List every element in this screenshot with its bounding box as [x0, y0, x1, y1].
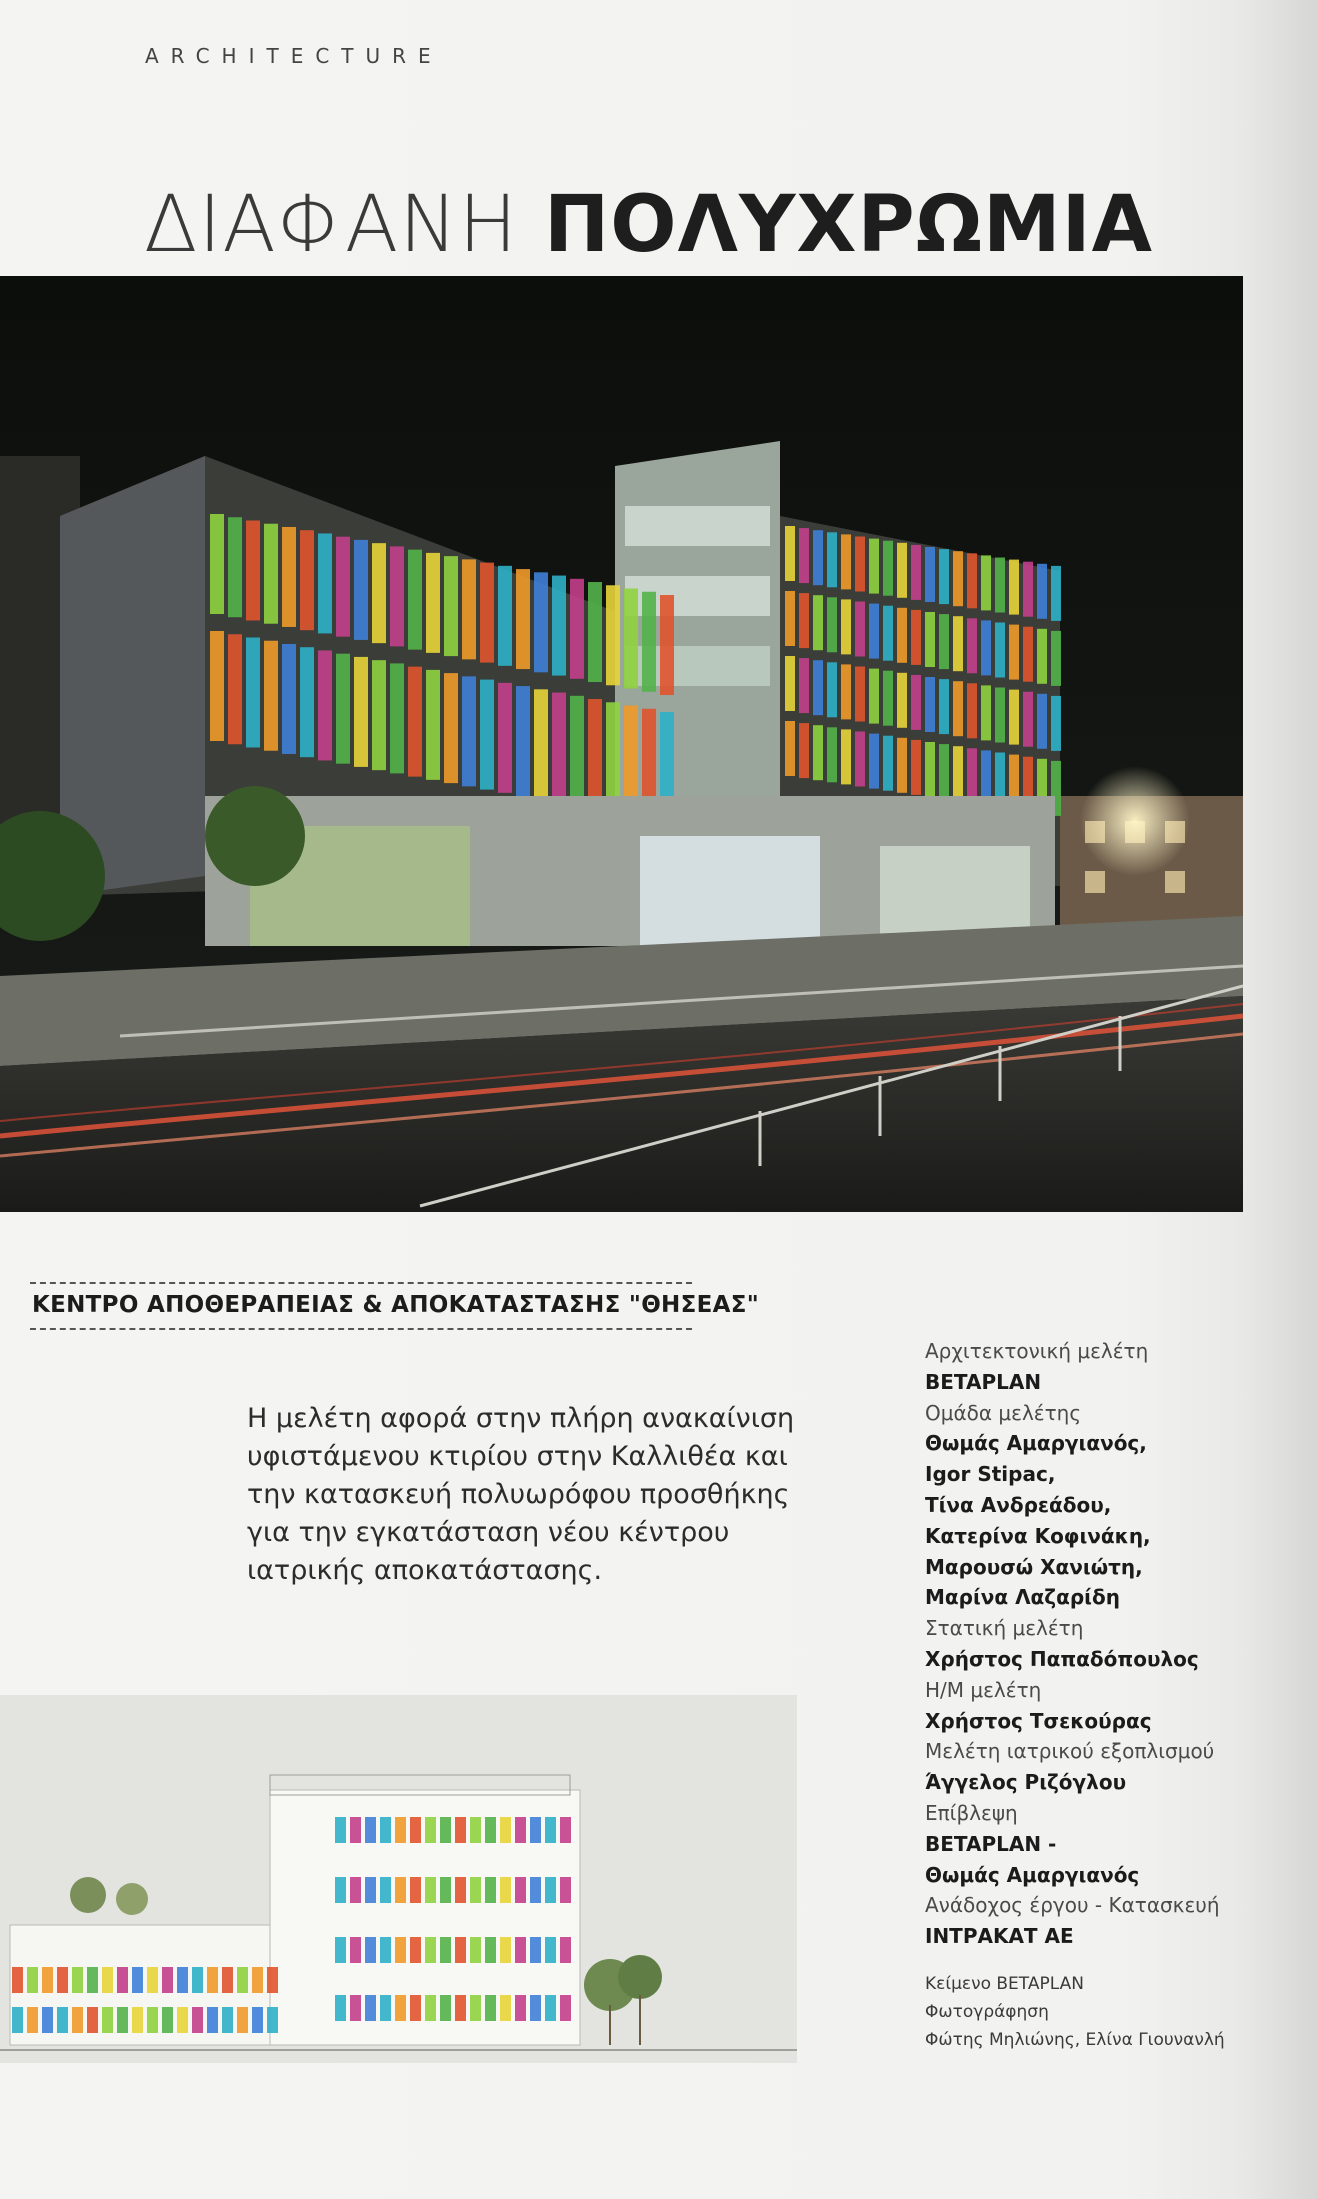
facade-panel — [300, 530, 314, 630]
facade-panel — [516, 569, 530, 669]
facade-panel — [855, 667, 865, 722]
facade-panel — [300, 647, 314, 757]
facade-panel — [12, 1967, 23, 1993]
page-title — [144, 180, 1153, 270]
facade-panel — [785, 526, 795, 581]
facade-panel — [606, 702, 620, 812]
facade-panel — [440, 1937, 451, 1963]
hero-photo — [0, 276, 1243, 1212]
facade-panel — [869, 734, 879, 789]
facade-panel — [350, 1817, 361, 1843]
facade-panel — [354, 540, 368, 640]
facade-panel — [410, 1995, 421, 2021]
facade-panel — [380, 1817, 391, 1843]
medical-role: Μελέτη ιατρικού εξοπλισμού — [925, 1739, 1215, 1764]
facade-panel — [785, 721, 795, 776]
facade-panel — [395, 1877, 406, 1903]
facade-panel — [210, 514, 224, 614]
facade-panel — [455, 1817, 466, 1843]
facade-panel — [267, 1967, 278, 1993]
facade-panel — [444, 556, 458, 656]
facade-panel — [365, 1937, 376, 1963]
facade-panel — [162, 2007, 173, 2033]
facade-panel — [485, 1817, 496, 1843]
facade-panel — [264, 524, 278, 624]
facade-panel — [177, 2007, 188, 2033]
facade-panel — [841, 599, 851, 654]
facade-panel — [1009, 625, 1019, 680]
facade-panel — [252, 1967, 263, 1993]
facade-panel — [395, 1995, 406, 2021]
facade-panel — [147, 2007, 158, 2033]
facade-panel — [552, 576, 566, 676]
facade-panel — [192, 1967, 203, 1993]
description-line: υφιστάμενου κτιρίου στην Καλλιθέα και — [247, 1441, 788, 1472]
facade-panel — [516, 686, 530, 796]
facade-panel — [282, 644, 296, 754]
facade-panel — [335, 1817, 346, 1843]
facade-panel — [967, 683, 977, 738]
facade-panel — [395, 1937, 406, 1963]
facade-panel — [515, 1877, 526, 1903]
project-description — [247, 1400, 807, 1590]
facade-panel — [462, 676, 476, 786]
facade-panel — [470, 1937, 481, 1963]
description-line: για την εγκατάσταση νέου κέντρου — [247, 1517, 730, 1548]
drawing-tree — [70, 1877, 106, 1913]
facade-panel — [545, 1817, 556, 1843]
facade-panel — [624, 589, 638, 689]
facade-panel — [390, 546, 404, 646]
facade-panel — [911, 675, 921, 730]
facade-panel — [570, 579, 584, 679]
facade-panel — [102, 1967, 113, 1993]
facade-panel — [813, 725, 823, 780]
facade-panel — [222, 1967, 233, 1993]
facade-panel — [841, 729, 851, 784]
facade-panel — [642, 592, 656, 692]
facade-panel — [500, 1877, 511, 1903]
facade-panel — [336, 537, 350, 637]
facade-panel — [410, 1937, 421, 1963]
facade-panel — [530, 1995, 541, 2021]
facade-panel — [350, 1937, 361, 1963]
facade-panel — [207, 2007, 218, 2033]
facade-panel — [925, 677, 935, 732]
facade-panel — [207, 1967, 218, 1993]
facade-panel — [1023, 562, 1033, 617]
facade-panel — [799, 528, 809, 583]
facade-panel — [827, 727, 837, 782]
team-name: Θωμάς Αμαργιανός, — [925, 1431, 1147, 1456]
facade-panel — [336, 654, 350, 764]
facade-panel — [455, 1877, 466, 1903]
facade-panel — [42, 1967, 53, 1993]
facade-panel — [500, 1937, 511, 1963]
facade-panel — [911, 545, 921, 600]
facade-panel — [470, 1817, 481, 1843]
facade-panel — [426, 670, 440, 780]
team-role: Ομάδα μελέτης — [925, 1400, 1082, 1425]
facade-panel — [953, 746, 963, 801]
facade-panel — [335, 1995, 346, 2021]
facade-panel — [408, 667, 422, 777]
facade-panel — [222, 2007, 233, 2033]
facade-panel — [318, 533, 332, 633]
street-light-glow — [1080, 766, 1190, 876]
facade-panel — [440, 1817, 451, 1843]
facade-panel — [57, 2007, 68, 2033]
facade-panel — [1037, 564, 1047, 619]
description-line: την κατασκευή πολυωρόφου προσθήκης — [247, 1479, 790, 1510]
facade-panel — [372, 660, 386, 770]
description-line: Η μελέτη αφορά στην πλήρη ανακαίνιση — [247, 1403, 795, 1434]
facade-panel — [939, 679, 949, 734]
facade-panel — [410, 1817, 421, 1843]
facade-panel — [72, 1967, 83, 1993]
facade-panel — [444, 673, 458, 783]
facade-panel — [365, 1995, 376, 2021]
facade-panel — [897, 543, 907, 598]
facade-panel — [425, 1937, 436, 1963]
facade-panel — [372, 543, 386, 643]
text-credit: Κείμενο BETAPLAN — [925, 1973, 1084, 1994]
facade-panel — [911, 610, 921, 665]
facade-panel — [515, 1817, 526, 1843]
facade-panel — [827, 597, 837, 652]
structural-role: Στατική μελέτη — [925, 1616, 1084, 1641]
facade-panel — [813, 660, 823, 715]
facade-panel — [981, 555, 991, 610]
medical-name: Άγγελος Ριζόγλου — [925, 1770, 1127, 1795]
facade-panel — [588, 582, 602, 682]
facade-panel — [485, 1937, 496, 1963]
facade-panel — [498, 566, 512, 666]
architecture-name: BETAPLAN — [925, 1369, 1042, 1394]
facade-panel — [470, 1995, 481, 2021]
supervision-name: BETAPLAN - — [925, 1831, 1057, 1856]
facade-panel — [365, 1817, 376, 1843]
facade-panel — [425, 1995, 436, 2021]
facade-panel — [953, 616, 963, 671]
structural-name: Χρήστος Παπαδόπουλος — [925, 1646, 1199, 1671]
facade-panel — [925, 612, 935, 667]
facade-panel — [72, 2007, 83, 2033]
facade-panel — [455, 1937, 466, 1963]
facade-panel — [953, 681, 963, 736]
facade-panel — [1009, 690, 1019, 745]
facade-panel — [939, 549, 949, 604]
facade-panel — [560, 1877, 571, 1903]
supervision-name: Θωμάς Αμαργιανός — [925, 1862, 1140, 1887]
facade-panel — [335, 1937, 346, 1963]
facade-panel — [147, 1967, 158, 1993]
facade-panel — [560, 1995, 571, 2021]
architecture-role: Αρχιτεκτονική μελέτη — [925, 1339, 1149, 1363]
facade-panel — [799, 593, 809, 648]
facade-panel — [939, 744, 949, 799]
facade-panel — [883, 606, 893, 661]
facade-panel — [883, 541, 893, 596]
facade-panel — [318, 650, 332, 760]
title-bold: ΠΟΛΥΧΡΩΜΙΑ — [543, 180, 1154, 270]
team-name: Τίνα Ανδρεάδου, — [925, 1492, 1112, 1517]
facade-panel — [252, 2007, 263, 2033]
facade-panel — [869, 539, 879, 594]
facade-panel — [1023, 627, 1033, 682]
facade-panel — [869, 604, 879, 659]
facade-panel — [426, 553, 440, 653]
facade-panel — [660, 595, 674, 695]
facade-panel — [799, 723, 809, 778]
facade-panel — [995, 688, 1005, 743]
facade-panel — [545, 1995, 556, 2021]
section-label: ARCHITECTURE — [145, 44, 443, 68]
facade-panel — [228, 634, 242, 744]
facade-panel — [27, 2007, 38, 2033]
facade-panel — [237, 2007, 248, 2033]
facade-panel — [545, 1877, 556, 1903]
facade-panel — [883, 671, 893, 726]
facade-panel — [485, 1877, 496, 1903]
facade-panel — [335, 1877, 346, 1903]
facade-panel — [455, 1995, 466, 2021]
facade-panel — [534, 689, 548, 799]
drawing-tree — [116, 1883, 148, 1915]
facade-panel — [380, 1937, 391, 1963]
facade-panel — [1037, 694, 1047, 749]
facade-panel — [967, 553, 977, 608]
facade-panel — [827, 662, 837, 717]
facade-panel — [925, 547, 935, 602]
facade-panel — [841, 534, 851, 589]
facade-panel — [350, 1995, 361, 2021]
facade-panel — [462, 559, 476, 659]
facade-panel — [27, 1967, 38, 1993]
facade-panel — [264, 641, 278, 751]
facade-panel — [813, 530, 823, 585]
facade-panel — [530, 1817, 541, 1843]
mep-role: Η/Μ μελέτη — [925, 1677, 1042, 1702]
facade-panel — [534, 572, 548, 672]
facade-panel — [827, 532, 837, 587]
elevation-drawing — [0, 1695, 797, 2063]
mep-name: Χρήστος Τσεκούρας — [925, 1708, 1152, 1733]
team-name: Μαρίνα Λαζαρίδη — [925, 1585, 1120, 1610]
facade-panel — [440, 1877, 451, 1903]
photo-label: Φωτογράφηση — [925, 2001, 1049, 2022]
facade-panel — [132, 2007, 143, 2033]
facade-panel — [552, 693, 566, 803]
facade-panel — [177, 1967, 188, 1993]
project-name: ΚΕΝΤΡΟ ΑΠΟΘΕΡΑΠΕΙΑΣ & ΑΠΟΚΑΤΑΣΤΑΣΗΣ "ΘΗΣΕΑΣ" — [32, 1292, 760, 1318]
facade-panel — [530, 1937, 541, 1963]
facade-panel — [799, 658, 809, 713]
facade-panel — [560, 1937, 571, 1963]
facade-panel — [967, 618, 977, 673]
facade-panel — [485, 1995, 496, 2021]
facade-panel — [981, 620, 991, 675]
facade-panel — [1037, 629, 1047, 684]
facade-panel — [480, 680, 494, 790]
facade-panel — [228, 517, 242, 617]
facade-panel — [42, 2007, 53, 2033]
facade-panel — [1051, 631, 1061, 686]
facade-panel — [855, 732, 865, 787]
contractor-role: Ανάδοχος έργου - Κατασκευή — [925, 1893, 1220, 1918]
facade-panel — [425, 1877, 436, 1903]
facade-panel — [117, 1967, 128, 1993]
facade-panel — [350, 1877, 361, 1903]
team-name: Igor Stipac, — [925, 1462, 1056, 1487]
facade-panel — [967, 748, 977, 803]
facade-panel — [953, 551, 963, 606]
facade-panel — [911, 740, 921, 795]
facade-panel — [380, 1995, 391, 2021]
description-line: ιατρικής αποκατάστασης. — [247, 1555, 603, 1586]
facade-panel — [897, 608, 907, 663]
facade-panel — [785, 656, 795, 711]
facade-panel — [841, 664, 851, 719]
facade-panel — [237, 1967, 248, 1993]
facade-panel — [192, 2007, 203, 2033]
facade-panel — [87, 2007, 98, 2033]
facade-panel — [498, 683, 512, 793]
facade-panel — [117, 2007, 128, 2033]
facade-panel — [162, 1967, 173, 1993]
facade-panel — [545, 1937, 556, 1963]
facade-panel — [246, 637, 260, 747]
facade-panel — [530, 1877, 541, 1903]
facade-panel — [395, 1817, 406, 1843]
facade-panel — [500, 1817, 511, 1843]
facade-panel — [560, 1817, 571, 1843]
facade-panel — [390, 663, 404, 773]
facade-panel — [500, 1995, 511, 2021]
facade-panel — [57, 1967, 68, 1993]
photo-names: Φώτης Μηλιώνης, Ελίνα Γιουνανλή — [925, 2029, 1225, 2050]
facade-panel — [606, 585, 620, 685]
facade-panel — [515, 1937, 526, 1963]
project-name-banner — [30, 1282, 760, 1330]
supervision-role: Επίβλεψη — [925, 1800, 1018, 1825]
drawing-tree — [618, 1955, 662, 1999]
facade-panel — [470, 1877, 481, 1903]
facade-panel — [246, 520, 260, 620]
facade-panel — [12, 2007, 23, 2033]
facade-panel — [897, 673, 907, 728]
team-name: Μαρουσώ Χανιώτη, — [925, 1554, 1143, 1579]
facade-panel — [855, 537, 865, 592]
facade-panel — [515, 1995, 526, 2021]
facade-panel — [132, 1967, 143, 1993]
title-light: ΔΙΑΦΑΝΗ — [144, 180, 519, 270]
facade-panel — [925, 742, 935, 797]
facade-panel — [981, 685, 991, 740]
facade-panel — [939, 614, 949, 669]
facade-panel — [785, 591, 795, 646]
facade-panel — [1009, 560, 1019, 615]
facade-panel — [440, 1995, 451, 2021]
facade-panel — [425, 1817, 436, 1843]
facade-panel — [1051, 566, 1061, 621]
facade-panel — [380, 1877, 391, 1903]
facade-panel — [410, 1877, 421, 1903]
facade-panel — [883, 736, 893, 791]
facade-panel — [1051, 696, 1061, 751]
facade-panel — [897, 738, 907, 793]
facade-panel — [570, 696, 584, 806]
facade-panel — [588, 699, 602, 809]
facade-panel — [869, 669, 879, 724]
facade-panel — [365, 1877, 376, 1903]
facade-panel — [87, 1967, 98, 1993]
facade-panel — [480, 563, 494, 663]
facade-panel — [995, 623, 1005, 678]
facade-panel — [813, 595, 823, 650]
facade-panel — [210, 631, 224, 741]
facade-panel — [102, 2007, 113, 2033]
facade-panel — [267, 2007, 278, 2033]
facade-panel — [354, 657, 368, 767]
facade-panel — [995, 558, 1005, 613]
credits-column — [925, 1336, 1265, 2054]
facade-panel — [408, 550, 422, 650]
contractor-name: ΙΝΤΡΑΚΑΤ ΑΕ — [925, 1924, 1074, 1949]
team-name: Κατερίνα Κοφινάκη, — [925, 1523, 1151, 1548]
facade-panel — [855, 602, 865, 657]
facade-panel — [282, 527, 296, 627]
facade-panel — [1023, 692, 1033, 747]
